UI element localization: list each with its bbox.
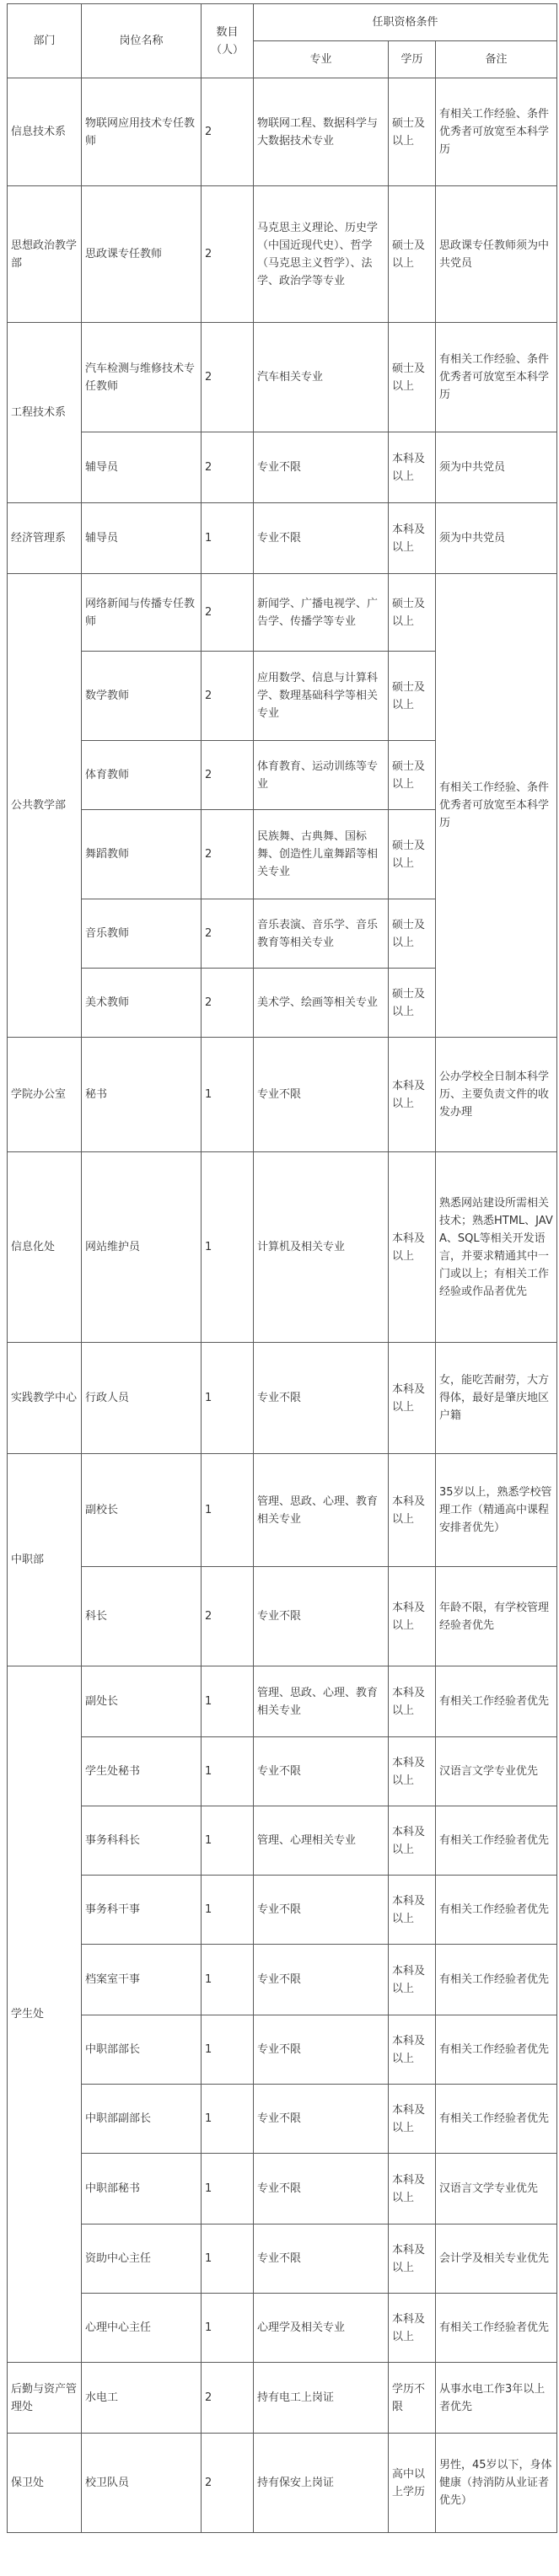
education-cell: 本科及以上 — [389, 1876, 436, 1945]
dept-cell: 学院办公室 — [8, 1038, 82, 1152]
major-cell: 新闻学、广播电视学、广告学、传播学等专业 — [254, 574, 389, 652]
remark-cell: 35岁以上，熟悉学校管理工作（精通高中课程安排者优先） — [436, 1454, 557, 1567]
position-cell: 副处长 — [82, 1666, 202, 1737]
remark-cell: 公办学校全日制本科学历、主要负责文件的收发办理 — [436, 1038, 557, 1152]
major-cell: 计算机及相关专业 — [254, 1152, 389, 1343]
table-row — [8, 2224, 557, 2294]
education-cell: 本科及以上 — [389, 1343, 436, 1454]
recruitment-table — [7, 3, 557, 2533]
education-cell: 硕士及以上 — [389, 78, 436, 186]
major-cell: 专业不限 — [254, 1945, 389, 2015]
position-cell: 辅导员 — [82, 432, 202, 503]
dept-cell: 后勤与资产管理处 — [8, 2363, 82, 2434]
position-cell: 中职部部长 — [82, 2015, 202, 2085]
count-cell: 1 — [202, 2085, 254, 2154]
education-cell: 学历不限 — [389, 2363, 436, 2434]
position-cell: 副校长 — [82, 1454, 202, 1567]
remark-cell: 女，能吃苦耐劳，大方得体，最好是肇庆地区户籍 — [436, 1343, 557, 1454]
remark-cell: 汉语言文学专业优先 — [436, 2154, 557, 2224]
major-cell: 音乐表演、音乐学、音乐教育等相关专业 — [254, 899, 389, 969]
education-cell: 硕士及以上 — [389, 574, 436, 652]
table-row — [8, 323, 557, 432]
dept-cell: 信息化处 — [8, 1152, 82, 1343]
position-cell: 舞蹈教师 — [82, 810, 202, 899]
count-cell: 1 — [202, 503, 254, 574]
dept-cell: 公共教学部 — [8, 574, 82, 1038]
count-cell: 1 — [202, 2154, 254, 2224]
count-cell: 2 — [202, 969, 254, 1038]
major-cell: 专业不限 — [254, 1038, 389, 1152]
header-row — [8, 4, 557, 41]
position-cell: 网络新闻与传播专任教师 — [82, 574, 202, 652]
count-cell: 1 — [202, 1737, 254, 1806]
education-cell: 本科及以上 — [389, 1567, 436, 1666]
major-cell: 专业不限 — [254, 1876, 389, 1945]
major-cell: 管理、思政、心理、教育相关专业 — [254, 1666, 389, 1737]
table-body — [8, 78, 557, 2533]
dept-cell: 工程技术系 — [8, 323, 82, 503]
major-cell: 持有保安上岗证 — [254, 2434, 389, 2533]
position-cell: 事务科干事 — [82, 1876, 202, 1945]
education-cell: 本科及以上 — [389, 2085, 436, 2154]
major-cell: 持有电工上岗证 — [254, 2363, 389, 2434]
education-cell: 本科及以上 — [389, 432, 436, 503]
dept-cell: 中职部 — [8, 1454, 82, 1666]
remark-cell: 有相关工作经验者优先 — [436, 1666, 557, 1737]
major-cell: 专业不限 — [254, 1567, 389, 1666]
remark-cell: 须为中共党员 — [436, 432, 557, 503]
education-cell: 硕士及以上 — [389, 899, 436, 969]
remark-cell: 会计学及相关专业优先 — [436, 2224, 557, 2294]
major-cell: 马克思主义理论、历史学（中国近现代史）、哲学（马克思主义哲学）、法学、政治学等专业 — [254, 186, 389, 323]
count-cell: 2 — [202, 741, 254, 810]
count-cell: 1 — [202, 1666, 254, 1737]
table-row — [8, 1152, 557, 1343]
count-cell: 2 — [202, 1567, 254, 1666]
header-major: 专业 — [254, 41, 389, 78]
remark-cell: 有相关工作经验者优先 — [436, 1876, 557, 1945]
education-cell: 本科及以上 — [389, 2224, 436, 2294]
remark-cell: 年龄不限，有学校管理经验者优先 — [436, 1567, 557, 1666]
table-row — [8, 1876, 557, 1945]
table-row — [8, 1806, 557, 1876]
count-cell: 2 — [202, 78, 254, 186]
major-cell: 管理、思政、心理、教育相关专业 — [254, 1454, 389, 1567]
education-cell: 本科及以上 — [389, 1737, 436, 1806]
remark-cell: 汉语言文学专业优先 — [436, 1737, 557, 1806]
position-cell: 心理中心主任 — [82, 2294, 202, 2363]
count-cell: 2 — [202, 574, 254, 652]
major-cell: 汽车相关专业 — [254, 323, 389, 432]
table-row — [8, 2434, 557, 2533]
table-row — [8, 574, 557, 652]
major-cell: 专业不限 — [254, 2085, 389, 2154]
count-cell: 1 — [202, 1806, 254, 1876]
position-cell: 体育教师 — [82, 741, 202, 810]
count-cell: 1 — [202, 1945, 254, 2015]
remark-cell: 思政课专任教师须为中共党员 — [436, 186, 557, 323]
table-row — [8, 1038, 557, 1152]
remark-cell: 有相关工作经验者优先 — [436, 1945, 557, 2015]
header-dept: 部门 — [8, 4, 82, 78]
education-cell: 硕士及以上 — [389, 186, 436, 323]
major-cell: 专业不限 — [254, 432, 389, 503]
header-count: 数目（人） — [202, 4, 254, 78]
dept-cell: 思想政治教学部 — [8, 186, 82, 323]
dept-cell: 保卫处 — [8, 2434, 82, 2533]
position-cell: 辅导员 — [82, 503, 202, 574]
education-cell: 本科及以上 — [389, 1806, 436, 1876]
table-row — [8, 1567, 557, 1666]
position-cell: 资助中心主任 — [82, 2224, 202, 2294]
major-cell: 应用数学、信息与计算科学、数理基础科学等相关专业 — [254, 652, 389, 741]
major-cell: 体育教育、运动训练等专业 — [254, 741, 389, 810]
education-cell: 高中以上学历 — [389, 2434, 436, 2533]
education-cell: 本科及以上 — [389, 1454, 436, 1567]
table-row — [8, 2294, 557, 2363]
remark-cell: 有相关工作经验者优先 — [436, 2085, 557, 2154]
position-cell: 汽车检测与维修技术专任教师 — [82, 323, 202, 432]
count-cell: 1 — [202, 2294, 254, 2363]
remark-cell: 有相关工作经验者优先 — [436, 2294, 557, 2363]
education-cell: 硕士及以上 — [389, 810, 436, 899]
major-cell: 专业不限 — [254, 2154, 389, 2224]
table-row — [8, 2085, 557, 2154]
remark-cell: 有相关工作经验者优先 — [436, 1806, 557, 1876]
count-cell: 1 — [202, 1038, 254, 1152]
table-row — [8, 432, 557, 503]
position-cell: 档案室干事 — [82, 1945, 202, 2015]
major-cell: 专业不限 — [254, 503, 389, 574]
major-cell: 专业不限 — [254, 1737, 389, 1806]
table-row — [8, 2154, 557, 2224]
table-row — [8, 1454, 557, 1567]
count-cell: 2 — [202, 652, 254, 741]
remark-cell: 须为中共党员 — [436, 503, 557, 574]
position-cell: 事务科科长 — [82, 1806, 202, 1876]
count-cell: 2 — [202, 2434, 254, 2533]
position-cell: 物联网应用技术专任教师 — [82, 78, 202, 186]
remark-cell: 熟悉网站建设所需相关技术；熟悉HTML、JAVA、SQL等相关开发语言，并要求精通其中一门或以上；有相关工作经验或作品者优先 — [436, 1152, 557, 1343]
header-education: 学历 — [389, 41, 436, 78]
remark-cell: 有相关工作经验者优先 — [436, 2015, 557, 2085]
major-cell: 心理学及相关专业 — [254, 2294, 389, 2363]
education-cell: 本科及以上 — [389, 1945, 436, 2015]
count-cell: 2 — [202, 323, 254, 432]
header-qualifications: 任职资格条件 — [254, 4, 557, 41]
table-row — [8, 1666, 557, 1737]
position-cell: 科长 — [82, 1567, 202, 1666]
education-cell: 硕士及以上 — [389, 652, 436, 741]
count-cell: 1 — [202, 1343, 254, 1454]
table-row — [8, 1343, 557, 1454]
education-cell: 本科及以上 — [389, 1666, 436, 1737]
major-cell: 管理、心理相关专业 — [254, 1806, 389, 1876]
education-cell: 硕士及以上 — [389, 323, 436, 432]
count-cell: 1 — [202, 2015, 254, 2085]
count-cell: 2 — [202, 2363, 254, 2434]
education-cell: 本科及以上 — [389, 2294, 436, 2363]
table-row — [8, 2363, 557, 2434]
count-cell: 1 — [202, 1876, 254, 1945]
header-position: 岗位名称 — [82, 4, 202, 78]
position-cell: 中职部秘书 — [82, 2154, 202, 2224]
dept-cell: 实践教学中心 — [8, 1343, 82, 1454]
table-row — [8, 1737, 557, 1806]
count-cell: 1 — [202, 2224, 254, 2294]
remark-cell: 有相关工作经验、条件优秀者可放宽至本科学历 — [436, 323, 557, 432]
position-cell: 校卫队员 — [82, 2434, 202, 2533]
position-cell: 中职部副部长 — [82, 2085, 202, 2154]
position-cell: 网站维护员 — [82, 1152, 202, 1343]
header-remarks: 备注 — [436, 41, 557, 78]
education-cell: 本科及以上 — [389, 1038, 436, 1152]
major-cell: 物联网工程、数据科学与大数据技术专业 — [254, 78, 389, 186]
count-cell: 2 — [202, 186, 254, 323]
education-cell: 硕士及以上 — [389, 741, 436, 810]
dept-cell: 信息技术系 — [8, 78, 82, 186]
remark-cell: 男性，45岁以下，身体健康（持消防从业证者优先） — [436, 2434, 557, 2533]
position-cell: 音乐教师 — [82, 899, 202, 969]
position-cell: 秘书 — [82, 1038, 202, 1152]
dept-cell: 经济管理系 — [8, 503, 82, 574]
count-cell: 1 — [202, 1454, 254, 1567]
major-cell: 专业不限 — [254, 2015, 389, 2085]
table-row — [8, 186, 557, 323]
education-cell: 本科及以上 — [389, 503, 436, 574]
dept-cell: 学生处 — [8, 1666, 82, 2363]
education-cell: 本科及以上 — [389, 1152, 436, 1343]
major-cell: 专业不限 — [254, 2224, 389, 2294]
count-cell: 2 — [202, 899, 254, 969]
remark-cell: 有相关工作经验、条件优秀者可放宽至本科学历 — [436, 574, 557, 1038]
count-cell: 1 — [202, 1152, 254, 1343]
major-cell: 专业不限 — [254, 1343, 389, 1454]
table-row — [8, 2015, 557, 2085]
position-cell: 水电工 — [82, 2363, 202, 2434]
position-cell: 美术教师 — [82, 969, 202, 1038]
education-cell: 本科及以上 — [389, 2154, 436, 2224]
count-cell: 2 — [202, 432, 254, 503]
education-cell: 硕士及以上 — [389, 969, 436, 1038]
remark-cell: 有相关工作经验、条件优秀者可放宽至本科学历 — [436, 78, 557, 186]
major-cell: 美术学、绘画等相关专业 — [254, 969, 389, 1038]
position-cell: 数学教师 — [82, 652, 202, 741]
education-cell: 本科及以上 — [389, 2015, 436, 2085]
table-row — [8, 1945, 557, 2015]
table-row — [8, 78, 557, 186]
remark-cell: 从事水电工作3年以上者优先 — [436, 2363, 557, 2434]
table-row — [8, 503, 557, 574]
major-cell: 民族舞、古典舞、国标舞、创造性儿童舞蹈等相关专业 — [254, 810, 389, 899]
position-cell: 思政课专任教师 — [82, 186, 202, 323]
count-cell: 2 — [202, 810, 254, 899]
position-cell: 学生处秘书 — [82, 1737, 202, 1806]
table-header — [8, 4, 557, 78]
position-cell: 行政人员 — [82, 1343, 202, 1454]
